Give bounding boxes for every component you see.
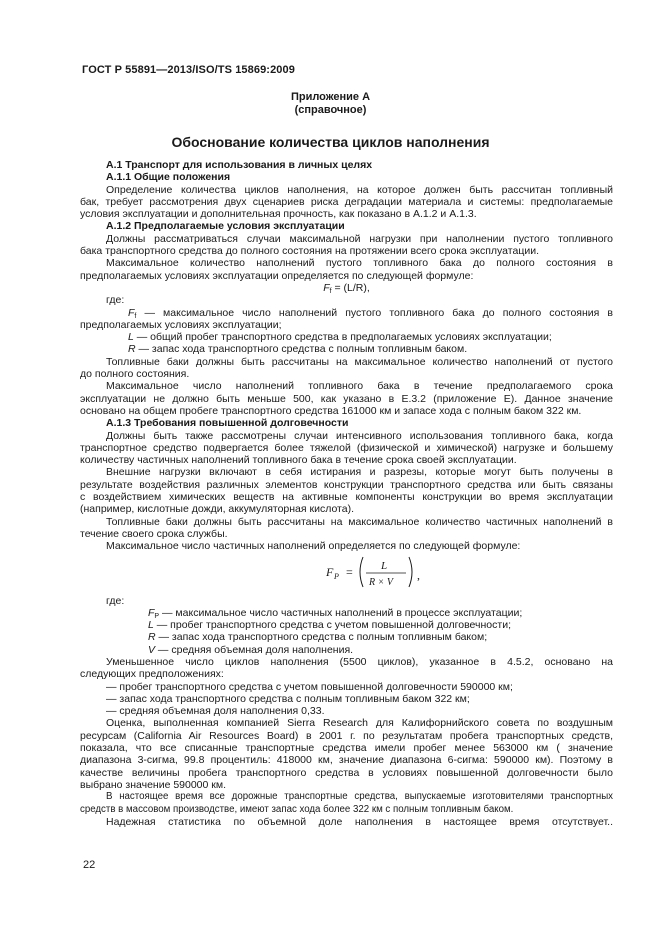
def-symbol: L (128, 331, 134, 344)
left-paren (360, 557, 363, 587)
text-line: транспортное средство подвергается более тяжелой (физической и химической) нагрузке и большему (80, 441, 613, 454)
text-line: бак, требует рассмотрения двух сценариев риска деградации материала и системы: предполагаемые (80, 195, 613, 208)
text-line: эксплуатации не должно быть меньше 500, как указано в Е.3.2 (приложение Е). Данное значение (80, 392, 613, 405)
def-text: — максимальное число частичных наполнений в процессе эксплуатации; (159, 606, 523, 619)
paragraph-a13-4: Максимальное число частичных наполнений определяется по следующей формуле: (106, 540, 521, 553)
definition-ff (80, 307, 613, 332)
text-line: В настоящее время все дорожные транспортные средства, выпускаемые изготовителями транспортных (106, 791, 613, 803)
paragraph-a12-1 (80, 233, 613, 258)
text-line: Максимальное количество наполнений пустого топливного бака до полного состояния в (106, 257, 613, 270)
paragraph-a12-4 (80, 380, 613, 417)
page-title: Обоснование количества циклов наполнения (171, 134, 490, 150)
def-subscript: P (154, 612, 160, 620)
text-line: течение своего срока службы. (80, 527, 228, 540)
formula-lhs-sub: P (334, 571, 339, 581)
assumption-item: — запас хода транспортного средства с полным топливным баком 322 км; (106, 692, 470, 705)
text-line: Максимальное число наполнений топливного бака в течение предполагаемого срока (106, 380, 613, 393)
text-line: Должны рассматриваться случаи максимальной нагрузки при наполнении пустого топливного (106, 232, 613, 245)
standard-header: ГОСТ Р 55891—2013/ISO/TS 15869:2009 (82, 64, 295, 76)
definition-v (80, 644, 613, 656)
appendix-label: Приложение А (290, 91, 371, 103)
text-line: Определение количества циклов наполнения, на которое должен быть рассчитан топливный (106, 183, 613, 196)
text-line: Внешние нагрузки включают в себя истирания и разрезы, которые могут быть получены в (106, 466, 613, 479)
text-line: диапазона 3-сигма, 99.8 процентиль: 418000 км, значение диапазона 6-сигма: 590000 км). Поэтому в (80, 754, 613, 767)
definition-l2 (80, 619, 613, 631)
text-line: следующих предположениях: (80, 668, 224, 681)
formula-symbol: F (323, 281, 330, 294)
text-line: результате воздействия различных элементов конструкции транспортного средства или быть связаны (80, 478, 613, 491)
text-line: качестве величины пробега транспортного средства в условиях повышенной долговечности было (80, 766, 613, 779)
def-text: — общий пробег транспортного средства в предполагаемых условиях эксплуатации; (133, 331, 552, 344)
section-a1-heading: А.1 Транспорт для использования в личных целях (106, 159, 373, 171)
page-number: 22 (83, 859, 96, 871)
paragraph-a13-8: Надежная статистика по объемной доле наполнения в настоящее время отсутствует.. (106, 815, 613, 828)
assumption-item: — пробег транспортного средства с учетом повышенной долговечности 590000 км; (106, 680, 513, 693)
definition-r2 (80, 631, 613, 643)
section-a12-heading: А.1.2 Предполагаемые условия эксплуатации (106, 220, 345, 233)
formula-denominator: R × V (369, 576, 393, 588)
def-symbol: L (148, 619, 154, 632)
paragraph-a13-2 (80, 466, 613, 515)
text-line: количеству частичных наполнений топливного бака в течение срока своей эксплуатации. (80, 454, 517, 467)
def-symbol: F (128, 306, 135, 319)
def-text: — максимальное число наполнений пустого топливного бака до полного состояния в (136, 306, 613, 319)
paragraph-a13-7 (80, 791, 613, 816)
definition-fp (80, 607, 613, 619)
where-label: где: (106, 294, 125, 307)
formula-graphic (320, 553, 460, 591)
text-line: условия эксплуатации и дополнительная прочность, как показано в А.1.2 и А.1.3. (80, 208, 477, 221)
paragraph-a12-3 (80, 356, 613, 381)
text-line: Оценка, выполненная компанией Sierra Research для Калифорнийского совета по воздушным (106, 717, 613, 730)
appendix-type: (справочное) (294, 104, 367, 116)
def-symbol: V (148, 643, 156, 656)
def-text: предполагаемых условиях эксплуатации; (80, 318, 282, 331)
text-line: основано на общем пробеге транспортного средства 161000 км и запасе хода с полным баком 322 км. (80, 404, 582, 417)
def-text: — пробег транспортного средства с учетом повышенной долговечности; (153, 619, 511, 632)
def-text: — средняя объемная доля наполнения. (155, 643, 354, 656)
def-subscript: f (134, 312, 137, 320)
formula-rhs: = (L/R), (331, 281, 370, 294)
where-label: где: (106, 594, 125, 607)
text-line: до полного состояния. (80, 368, 190, 381)
formula-subscript: f (329, 287, 332, 295)
text-line: бака транспортного средства до полного состояния на протяжении всего срока эксплуатации. (80, 245, 539, 258)
formula-eq: = (346, 564, 353, 579)
assumption-item: — средняя объемная доля наполнения 0,33. (106, 705, 325, 718)
text-line: (например, кислотные дожди, аккумуляторная кислота). (80, 503, 354, 516)
section-a11-heading: А.1.1 Общие положения (106, 171, 231, 184)
text-line: выбрано значение 590000 км. (80, 778, 227, 791)
text-line: предполагаемых условиях эксплуатации определяется по следующей формуле: (80, 269, 474, 282)
formula-numerator: L (381, 559, 388, 572)
text-line: Должны быть также рассмотрены случаи интенсивного использования топливного бака, когда (106, 429, 613, 442)
paragraph-a13-5 (80, 656, 613, 681)
text-line: средств в массовом производстве, имеют запас хода более 322 км с полным топливным баком. (80, 803, 514, 815)
def-text: — запас хода транспортного средства с полным топливным баком; (155, 631, 488, 644)
section-a13-heading: А.1.3 Требования повышенной долговечности (106, 417, 349, 430)
paragraph-a13-6 (80, 717, 613, 791)
formula-tail: , (417, 567, 420, 582)
right-paren (409, 557, 412, 587)
document-body (80, 159, 613, 828)
def-symbol: R (148, 631, 156, 644)
def-symbol: R (128, 343, 136, 356)
definition-l (80, 331, 613, 343)
paragraph-a11-1 (80, 184, 613, 221)
formula-partial-fills (80, 553, 613, 591)
text-line: Топливные баки должны быть рассчитаны на максимальное количество наполнений от пустого (106, 355, 613, 368)
text-line: Уменьшенное число циклов наполнения (5500 циклов), указанное в 4.5.2, основано на (106, 655, 613, 668)
paragraph-a13-1 (80, 430, 613, 467)
def-text: — запас хода транспортного средства с полным топливным баком. (135, 343, 468, 356)
text-line: с воздействием химических веществ на активные компоненты конструкции во время эксплуатации (80, 491, 613, 504)
formula-lhs: F (326, 564, 334, 579)
paragraph-a12-2 (80, 257, 613, 282)
text-line: Топливные баки должны быть рассчитаны на максимальное количество частичных наполнений в (106, 515, 613, 528)
text-line: показала, что все списанные транспортные средства имели пробег менее 563000 км ( значение (80, 742, 613, 755)
definition-r (80, 343, 613, 355)
text-line: ресурсам (California Air Resources Board) в 2001 г. по результатам пробега транспортных средств, (80, 729, 613, 742)
def-symbol: F (148, 606, 155, 619)
paragraph-a13-3 (80, 516, 613, 541)
formula-full-fills (80, 282, 613, 294)
